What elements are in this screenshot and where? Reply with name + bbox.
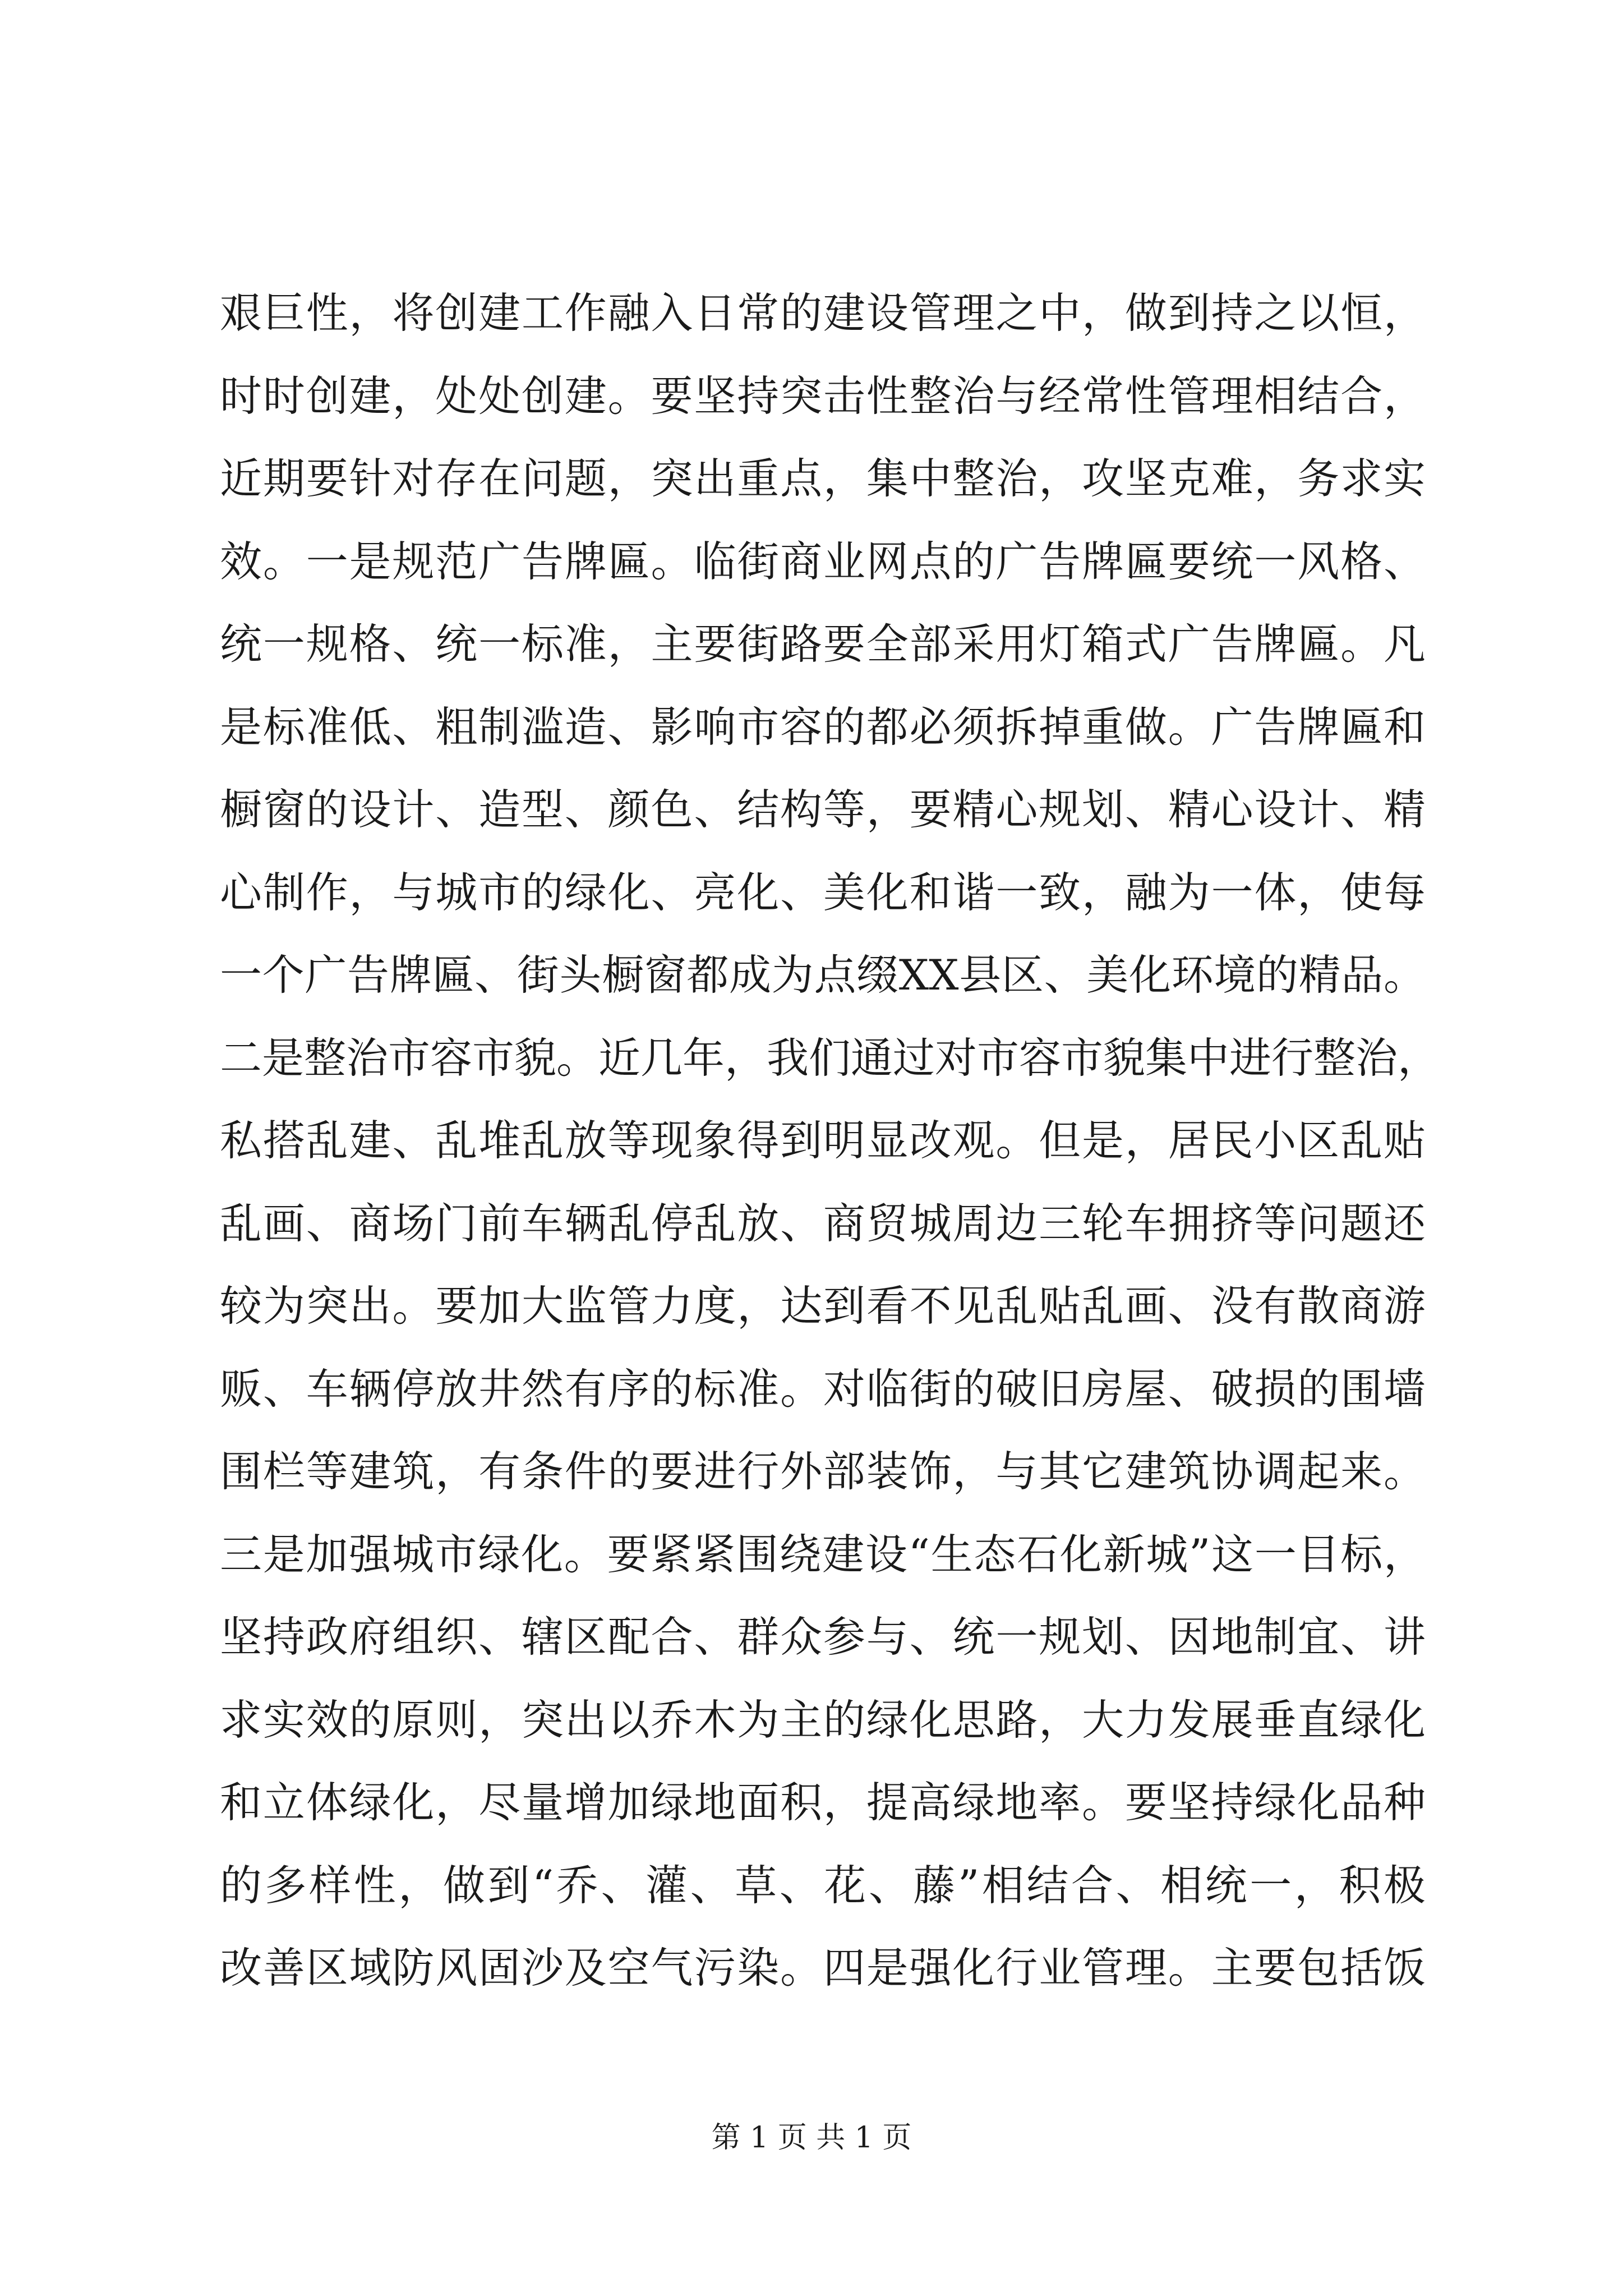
text-line: 求实效的原则，突出以乔木为主的绿化思路，大力发展垂直绿化	[220, 1695, 1426, 1745]
text-line: 艰巨性，将创建工作融入日常的建设管理之中，做到持之以恒，	[220, 288, 1426, 338]
text-line: 围栏等建筑，有条件的要进行外部装饰，与其它建筑协调起来。	[220, 1447, 1426, 1496]
text-line: 贩、车辆停放井然有序的标准。对临街的破旧房屋、破损的围墙	[220, 1364, 1426, 1414]
text-line: 坚持政府组织、辖区配合、群众参与、统一规划、因地制宜、讲	[220, 1612, 1426, 1662]
text-line: 和立体绿化，尽量增加绿地面积，提高绿地率。要坚持绿化品种	[220, 1778, 1426, 1827]
text-line: 较为突出。要加大监管力度，达到看不见乱贴乱画、没有散商游	[220, 1281, 1426, 1331]
text-line: 一个广告牌匾、街头橱窗都成为点缀XX县区、美化环境的精品。	[220, 950, 1426, 1000]
text-line: 心制作，与城市的绿化、亮化、美化和谐一致，融为一体，使每	[220, 867, 1426, 917]
text-line: 是标准低、粗制滥造、影响市容的都必须拆掉重做。广告牌匾和	[220, 702, 1426, 752]
body-text	[220, 272, 1440, 2010]
text-line: 改善区域防风固沙及空气污染。四是强化行业管理。主要包括饭	[220, 1943, 1426, 1993]
text-line: 的多样性，做到“乔、灌、草、花、藤”相结合、相统一，积极	[220, 1860, 1426, 1910]
text-line: 时时创建，处处创建。要坚持突击性整治与经常性管理相结合，	[220, 371, 1426, 421]
text-line: 二是整治市容市貌。近几年，我们通过对市容市貌集中进行整治，	[220, 1033, 1440, 1083]
text-line: 私搭乱建、乱堆乱放等现象得到明显改观。但是，居民小区乱贴	[220, 1116, 1426, 1165]
page-footer	[0, 2114, 1623, 2156]
page-number-label: 第 1 页 共 1 页	[711, 2121, 912, 2155]
text-line: 近期要针对存在问题，突出重点，集中整治，攻坚克难，务求实	[220, 454, 1426, 503]
text-line: 效。一是规范广告牌匾。临街商业网点的广告牌匾要统一风格、	[220, 536, 1426, 586]
text-line: 统一规格、统一标准，主要街路要全部采用灯箱式广告牌匾。凡	[220, 619, 1426, 669]
text-line: 三是加强城市绿化。要紧紧围绕建设“生态石化新城”这一目标，	[220, 1529, 1426, 1579]
text-line: 橱窗的设计、造型、颜色、结构等，要精心规划、精心设计、精	[220, 785, 1426, 834]
text-line: 乱画、商场门前车辆乱停乱放、商贸城周边三轮车拥挤等问题还	[220, 1198, 1426, 1248]
